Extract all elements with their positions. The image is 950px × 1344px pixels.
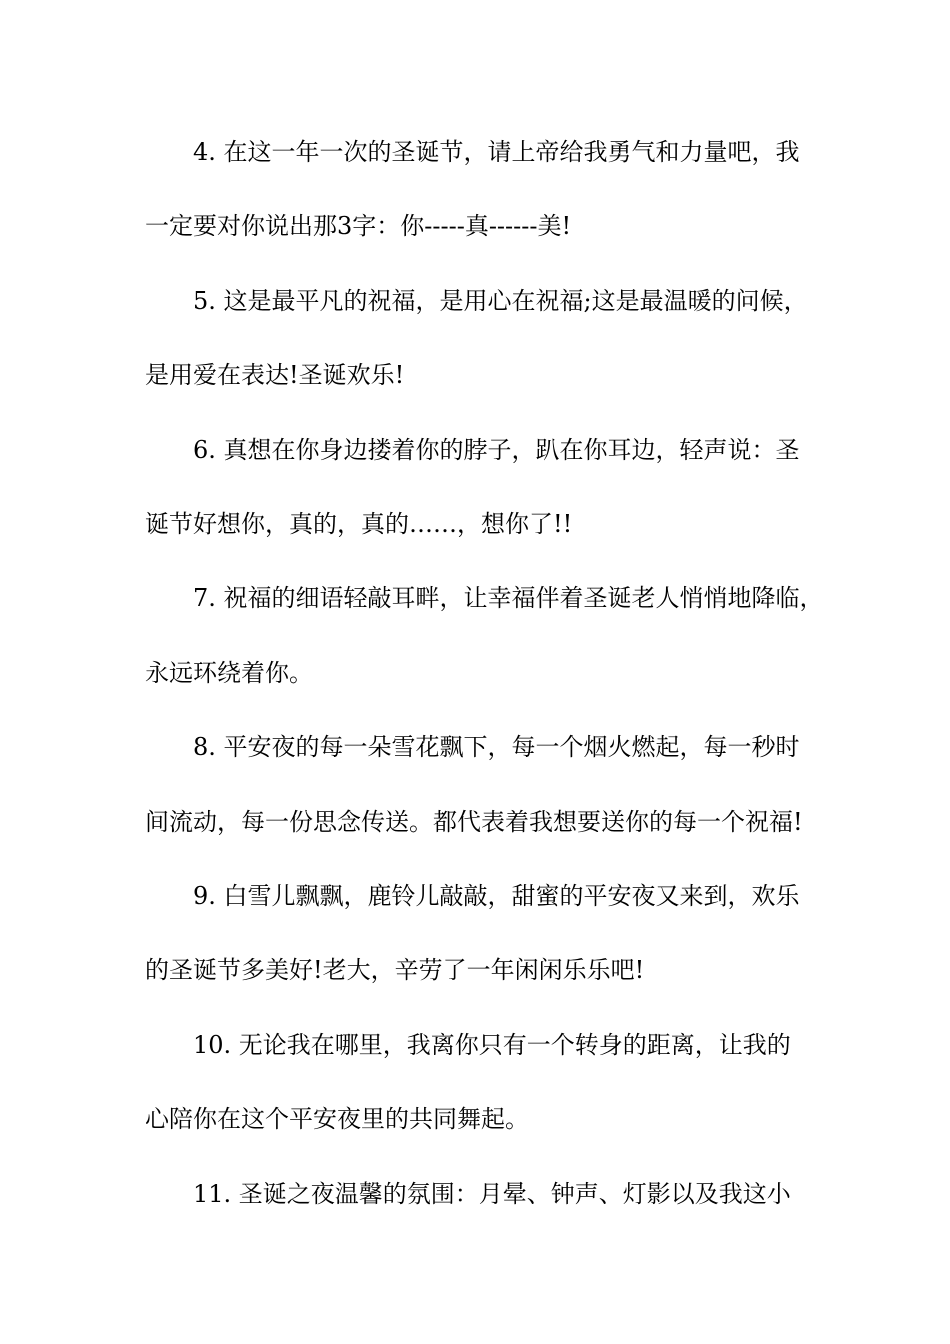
item-9-line-1: 9. 白雪儿飘飘，鹿铃儿敲敲，甜蜜的平安夜又来到，欢乐 <box>193 882 800 910</box>
item-11-line-1: 11. 圣诞之夜温馨的氛围：月晕、钟声、灯影以及我这小 <box>193 1180 791 1208</box>
item-8-line-2: 间流动，每一份思念传送。都代表着我想要送你的每一个祝福! <box>145 808 803 836</box>
item-10-line-1: 10. 无论我在哪里，我离你只有一个转身的距离，让我的 <box>193 1031 791 1059</box>
item-9-line-2: 的圣诞节多美好!老大，辛劳了一年闲闲乐乐吧! <box>145 956 645 984</box>
item-7-line-2: 永远环绕着你。 <box>145 659 313 687</box>
item-8-line-1: 8. 平安夜的每一朵雪花飘下，每一个烟火燃起，每一秒时 <box>193 733 800 761</box>
item-5-line-1: 5. 这是最平凡的祝福，是用心在祝福;这是最温暖的问候， <box>193 287 808 315</box>
item-4-line-2: 一定要对你说出那3字：你-----真------美! <box>145 212 572 240</box>
item-10-line-2: 心陪你在这个平安夜里的共同舞起。 <box>145 1105 529 1133</box>
item-5-line-2: 是用爱在表达!圣诞欢乐! <box>145 361 405 389</box>
item-6-line-1: 6. 真想在你身边搂着你的脖子，趴在你耳边，轻声说：圣 <box>193 436 800 464</box>
item-4-line-1: 4. 在这一年一次的圣诞节，请上帝给我勇气和力量吧，我 <box>193 138 800 166</box>
item-7-line-1: 7. 祝福的细语轻敲耳畔，让幸福伴着圣诞老人悄悄地降临， <box>193 584 824 612</box>
item-6-line-2: 诞节好想你，真的，真的……，想你了!! <box>145 510 573 538</box>
